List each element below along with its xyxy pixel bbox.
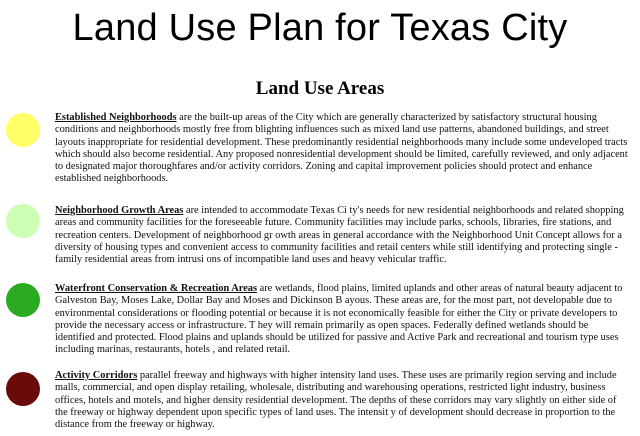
green-legend-circle [6,283,40,317]
desc-waterfront: are wetlands, flood plains, limited uplands and other areas of natural beauty adjacent to Galveston Bay, Moses Lake, Dollar Bay and Moses and Dickinson B ayous. These areas are, for the most part, not developable due to environmental considerations or flooding potential or because it is not economically feasible for either the City or private developers to provide the necessary access or infrastructure. T hey will remain primarily as open spaces. Federally defined wetlands should be identified and protected. Flood plains and uplands should be utilized for passive and Active Park and recreational and tourism type uses including marinas, restaurants, hotels , and related retail. [55,283,623,356]
page-title: Land Use Plan for Texas City [72,7,568,49]
desc-established: are the built-up areas of the City which are generally characterized by satisfactory structural housing conditions and neighborhoods mostly free from blighting influences such as mixed land use patterns, abandoned buildings, and street layouts inappropriate for residential development. These predominantly residential neighborhoods many include some undeveloped tracts which should also become residential. Any proposed nonresidential development should be limited, carefully reviewed, and only adjacent to designated major thoroughfares and/or activity corridors. Zoning and capital improvement policies should protect and enhance established neighborhoods. [55,112,628,185]
land-use-item-established [55,112,630,186]
desc-corridors: parallel freeway and highways with higher intensity land uses. These uses are primarily region serving and include malls, commercial, and open display retailing, wholesale, distributing and warehousing operations, restricted light industry, business offices, hotels and motels, and higher density residential development. The depths of these corridors may vary slightly on either side of the freeway or highway dependent upon specific types of land uses. The intensit y of development should decrease in proportion to the distance from the freeway or highway. [55,370,617,431]
desc-growth: are intended to accommodate Texas Ci ty's needs for new residential neighborhoods and related shopping areas and community facilities for the foreseeable future. Community facilities may include parks, schools, libraries, fire stations, and recreation centers. Development of neighborhood gr owth areas in general accordance with the Neighborhood Unit Concept allows for a diversity of housing types and convenient access to community facilities and retail centers while still identifying and protecting single -family residential areas from intrusi ons of incompatible land uses and heavy vehicular traffic. [55,205,624,266]
yellow-legend-circle [6,113,40,147]
land-use-item-growth [55,205,630,266]
term-corridors: Activity Corridors [55,370,138,381]
land-use-item-corridors [55,370,630,431]
term-waterfront: Waterfront Conservation & Recreation Areas [55,283,258,294]
term-established: Established Neighborhoods [55,112,177,123]
section-heading: Land Use Areas [255,78,385,99]
land-use-item-waterfront [55,283,630,357]
dark-red-legend-circle [6,372,40,406]
light-green-legend-circle [6,204,40,238]
term-growth: Neighborhood Growth Areas [55,205,184,216]
